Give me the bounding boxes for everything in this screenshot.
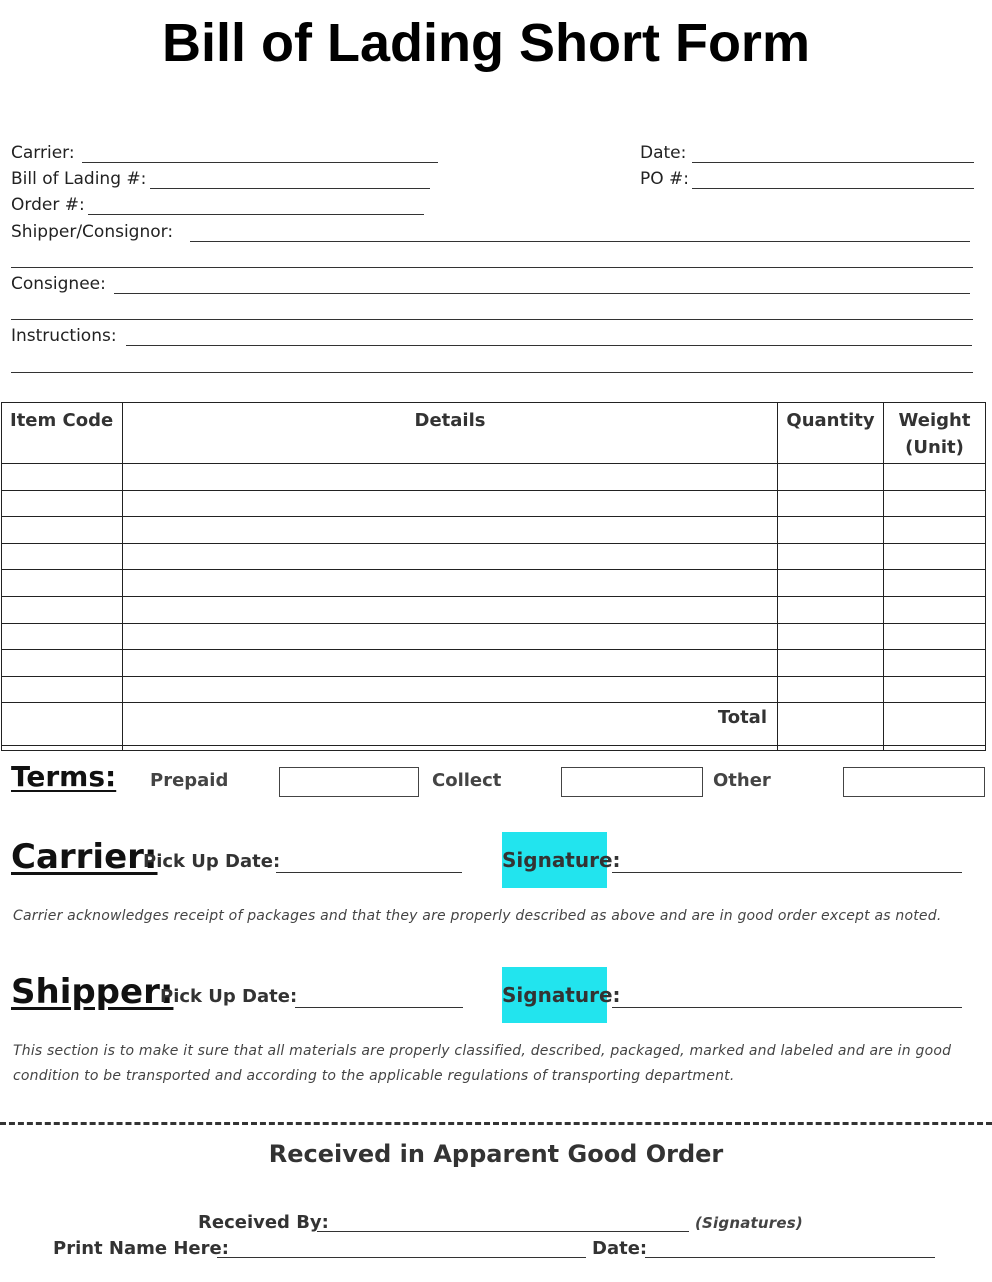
- signatures-note: (Signatures): [695, 1214, 803, 1232]
- form-title: Bill of Lading Short Form: [162, 13, 810, 73]
- item-code-cell[interactable]: [2, 596, 123, 623]
- weight-cell[interactable]: [884, 596, 986, 623]
- table-row: [2, 490, 986, 517]
- total-label: Total: [123, 703, 778, 746]
- po-label: PO #:: [640, 169, 690, 189]
- quantity-cell[interactable]: [778, 650, 884, 677]
- carrier-label: Carrier:: [11, 143, 75, 163]
- quantity-cell[interactable]: [778, 623, 884, 650]
- item-code-cell[interactable]: [2, 543, 123, 570]
- table-row: [2, 623, 986, 650]
- quantity-cell[interactable]: [778, 596, 884, 623]
- weight-header-line2: (Unit): [905, 437, 964, 458]
- shipper-signature-field[interactable]: [612, 1007, 962, 1008]
- shipper-consignor-field-line2[interactable]: [11, 267, 973, 268]
- bill-of-lading-label: Bill of Lading #:: [11, 169, 147, 189]
- order-label: Order #:: [11, 195, 85, 215]
- quantity-cell[interactable]: [778, 570, 884, 597]
- table-header-row: [2, 403, 986, 464]
- shipper-pickup-field[interactable]: [295, 1007, 463, 1008]
- received-by-field[interactable]: [317, 1231, 689, 1232]
- bill-of-lading-field[interactable]: [150, 188, 430, 189]
- shipper-section-heading: Shipper:: [11, 972, 174, 1012]
- carrier-field[interactable]: [82, 162, 438, 163]
- table-cell: [778, 746, 884, 751]
- quantity-header: Quantity: [778, 403, 884, 464]
- item-code-cell[interactable]: [2, 676, 123, 703]
- received-date-label: Date:: [592, 1238, 648, 1259]
- shipper-consignor-label: Shipper/Consignor:: [11, 222, 174, 242]
- collect-label: Collect: [432, 770, 502, 791]
- other-checkbox[interactable]: [843, 767, 985, 797]
- weight-cell[interactable]: [884, 490, 986, 517]
- shipper-signature-label: Signature:: [502, 967, 607, 1023]
- item-code-cell[interactable]: [2, 464, 123, 491]
- item-code-cell[interactable]: [2, 517, 123, 544]
- carrier-signature-field[interactable]: [612, 872, 962, 873]
- consignee-field-line2[interactable]: [11, 319, 973, 320]
- print-name-field[interactable]: [217, 1257, 586, 1258]
- weight-cell[interactable]: [884, 570, 986, 597]
- print-name-label: Print Name Here:: [53, 1238, 229, 1259]
- quantity-cell[interactable]: [778, 464, 884, 491]
- carrier-acknowledgement-note: Carrier acknowledges receipt of packages and that they are properly described as above and are in good order except as noted.: [13, 908, 942, 924]
- dashed-divider: [0, 1122, 992, 1125]
- weight-cell[interactable]: [884, 543, 986, 570]
- quantity-cell[interactable]: [778, 543, 884, 570]
- quantity-cell[interactable]: [778, 517, 884, 544]
- carrier-section-heading: Carrier:: [11, 837, 158, 877]
- table-cell[interactable]: [2, 703, 123, 746]
- table-row: [2, 650, 986, 677]
- quantity-cell[interactable]: [778, 676, 884, 703]
- item-code-cell[interactable]: [2, 623, 123, 650]
- date-field[interactable]: [692, 162, 974, 163]
- table-row: [2, 464, 986, 491]
- details-cell[interactable]: [123, 596, 778, 623]
- total-weight-cell[interactable]: [884, 703, 986, 746]
- terms-heading: Terms:: [11, 760, 117, 793]
- carrier-pickup-label: Pick Up Date:: [143, 851, 281, 872]
- table-cell: [884, 746, 986, 751]
- weight-header: [884, 403, 986, 464]
- details-header: Details: [123, 403, 778, 464]
- weight-header-line1: Weight: [898, 410, 971, 431]
- items-table: [1, 402, 986, 751]
- quantity-cell[interactable]: [778, 490, 884, 517]
- item-code-cell[interactable]: [2, 650, 123, 677]
- total-quantity-cell[interactable]: [778, 703, 884, 746]
- details-cell[interactable]: [123, 570, 778, 597]
- weight-cell[interactable]: [884, 517, 986, 544]
- details-cell[interactable]: [123, 490, 778, 517]
- carrier-pickup-field[interactable]: [276, 872, 462, 873]
- weight-cell[interactable]: [884, 650, 986, 677]
- consignee-label: Consignee:: [11, 274, 106, 294]
- shipper-note-line2: condition to be transported and according to the applicable regulations of transporting department.: [13, 1068, 735, 1084]
- consignee-field[interactable]: [114, 293, 970, 294]
- details-cell[interactable]: [123, 543, 778, 570]
- details-cell[interactable]: [123, 623, 778, 650]
- item-code-cell[interactable]: [2, 490, 123, 517]
- table-row: [2, 570, 986, 597]
- weight-cell[interactable]: [884, 676, 986, 703]
- table-row: [2, 543, 986, 570]
- table-bottom-row: [2, 746, 986, 751]
- shipper-consignor-field[interactable]: [190, 241, 970, 242]
- table-row: [2, 596, 986, 623]
- instructions-field[interactable]: [126, 345, 972, 346]
- other-label: Other: [713, 770, 771, 791]
- item-code-cell[interactable]: [2, 570, 123, 597]
- instructions-field-line2[interactable]: [11, 372, 973, 373]
- table-cell: [123, 746, 778, 751]
- order-field[interactable]: [88, 214, 424, 215]
- received-date-field[interactable]: [645, 1257, 935, 1258]
- table-row: [2, 517, 986, 544]
- carrier-signature-label: Signature:: [502, 832, 607, 888]
- prepaid-label: Prepaid: [150, 770, 229, 791]
- date-label: Date:: [640, 143, 687, 163]
- instructions-label: Instructions:: [11, 326, 117, 346]
- received-heading: Received in Apparent Good Order: [268, 1140, 724, 1168]
- details-cell[interactable]: [123, 464, 778, 491]
- po-field[interactable]: [692, 188, 974, 189]
- table-cell: [2, 746, 123, 751]
- weight-cell[interactable]: [884, 623, 986, 650]
- collect-checkbox[interactable]: [561, 767, 703, 797]
- details-cell[interactable]: [123, 517, 778, 544]
- table-row: [2, 676, 986, 703]
- shipper-note-line1: This section is to make it sure that all materials are properly classified, described, packaged, marked and labeled and are in good: [13, 1043, 952, 1059]
- details-cell[interactable]: [123, 676, 778, 703]
- shipper-pickup-label: Pick Up Date:: [160, 986, 298, 1007]
- item-code-header: Item Code: [2, 403, 123, 464]
- prepaid-checkbox[interactable]: [279, 767, 419, 797]
- weight-cell[interactable]: [884, 464, 986, 491]
- details-cell[interactable]: [123, 650, 778, 677]
- total-row: [2, 703, 986, 746]
- received-by-label: Received By:: [198, 1212, 329, 1233]
